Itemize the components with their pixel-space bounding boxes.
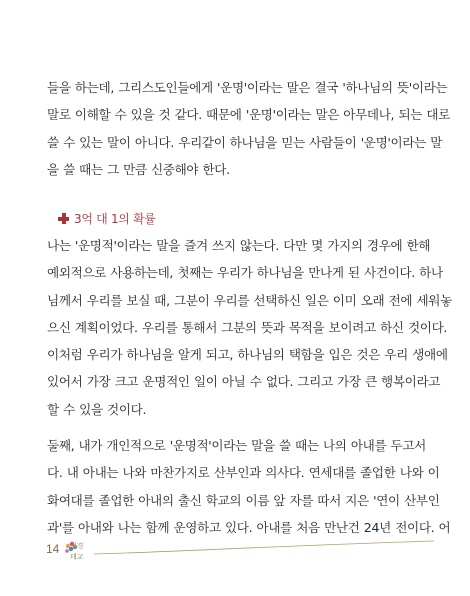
footer-decorative-line	[72, 540, 436, 560]
text-line: 으신 계획이었다. 우리를 통해서 그분의 뜻과 목적을 보이려고 하신 것이다.	[47, 319, 448, 335]
cross-bullet-icon	[58, 213, 69, 224]
section-heading-text: 3억 대 1의 확률	[74, 212, 156, 226]
text-line: 나는 '운명적'이라는 말을 즐겨 쓰지 않는다. 다만 몇 가지의 경우에 한해	[47, 238, 431, 253]
text-line: 을 쓸 때는 그 만큼 신중해야 한다.	[47, 161, 230, 177]
text-line: 할 수 있을 것이다.	[47, 401, 147, 417]
logo-text-2: 태교	[70, 553, 84, 561]
paragraph-1	[47, 74, 450, 183]
logo-text-1: 성경	[70, 542, 84, 550]
paragraph-2	[47, 232, 452, 423]
text-line: 들을 하는데, 그리스도인들에게 '운명'이라는 말은 결국 '하나님의 뜻'이라는	[47, 80, 448, 95]
text-line: 쓸 수 있는 말이 아니다. 우리같이 하나님을 믿는 사람들이 '운명'이라는 말	[47, 134, 443, 150]
text-line: 다. 내 아내는 나와 마찬가지로 산부인과 의사다. 연세대를 졸업한 나와 이	[47, 465, 440, 481]
text-line: 있어서 가장 크고 운명적인 일이 아닐 수 없다. 그리고 가장 큰 행복이라고	[47, 374, 441, 390]
text-line: 과'를 아내와 나는 함께 운영하고 있다. 아내를 처음 만난건 24년 전이다. 어	[47, 519, 451, 535]
text-line: 예외적으로 사용하는데, 첫째는 우리가 하나님을 만나게 된 사건이다. 하나	[47, 265, 443, 281]
text-line: 님께서 우리를 보실 때, 그분이 우리를 선택하신 일은 이미 오래 전에 세워놓	[47, 292, 452, 308]
text-line: 이처럼 우리가 하나님을 알게 되고, 하나님의 택함을 입은 것은 우리 생애에	[47, 347, 448, 363]
text-line: 둘째, 내가 개인적으로 '운명적'이라는 말을 쓸 때는 나의 아내를 두고서	[47, 438, 426, 453]
text-line: 말로 이해할 수 있을 것 같다. 때문에 '운명'이라는 말은 아무데나, 되는 대로	[47, 107, 450, 123]
text-line: 화여대를 졸업한 아내의 출신 학교의 이름 앞 자를 따서 지은 '연이 산부인	[47, 492, 440, 508]
paragraph-3	[47, 432, 451, 541]
page-footer	[46, 540, 436, 590]
section-heading	[58, 210, 156, 227]
page-number: 14	[46, 542, 60, 556]
